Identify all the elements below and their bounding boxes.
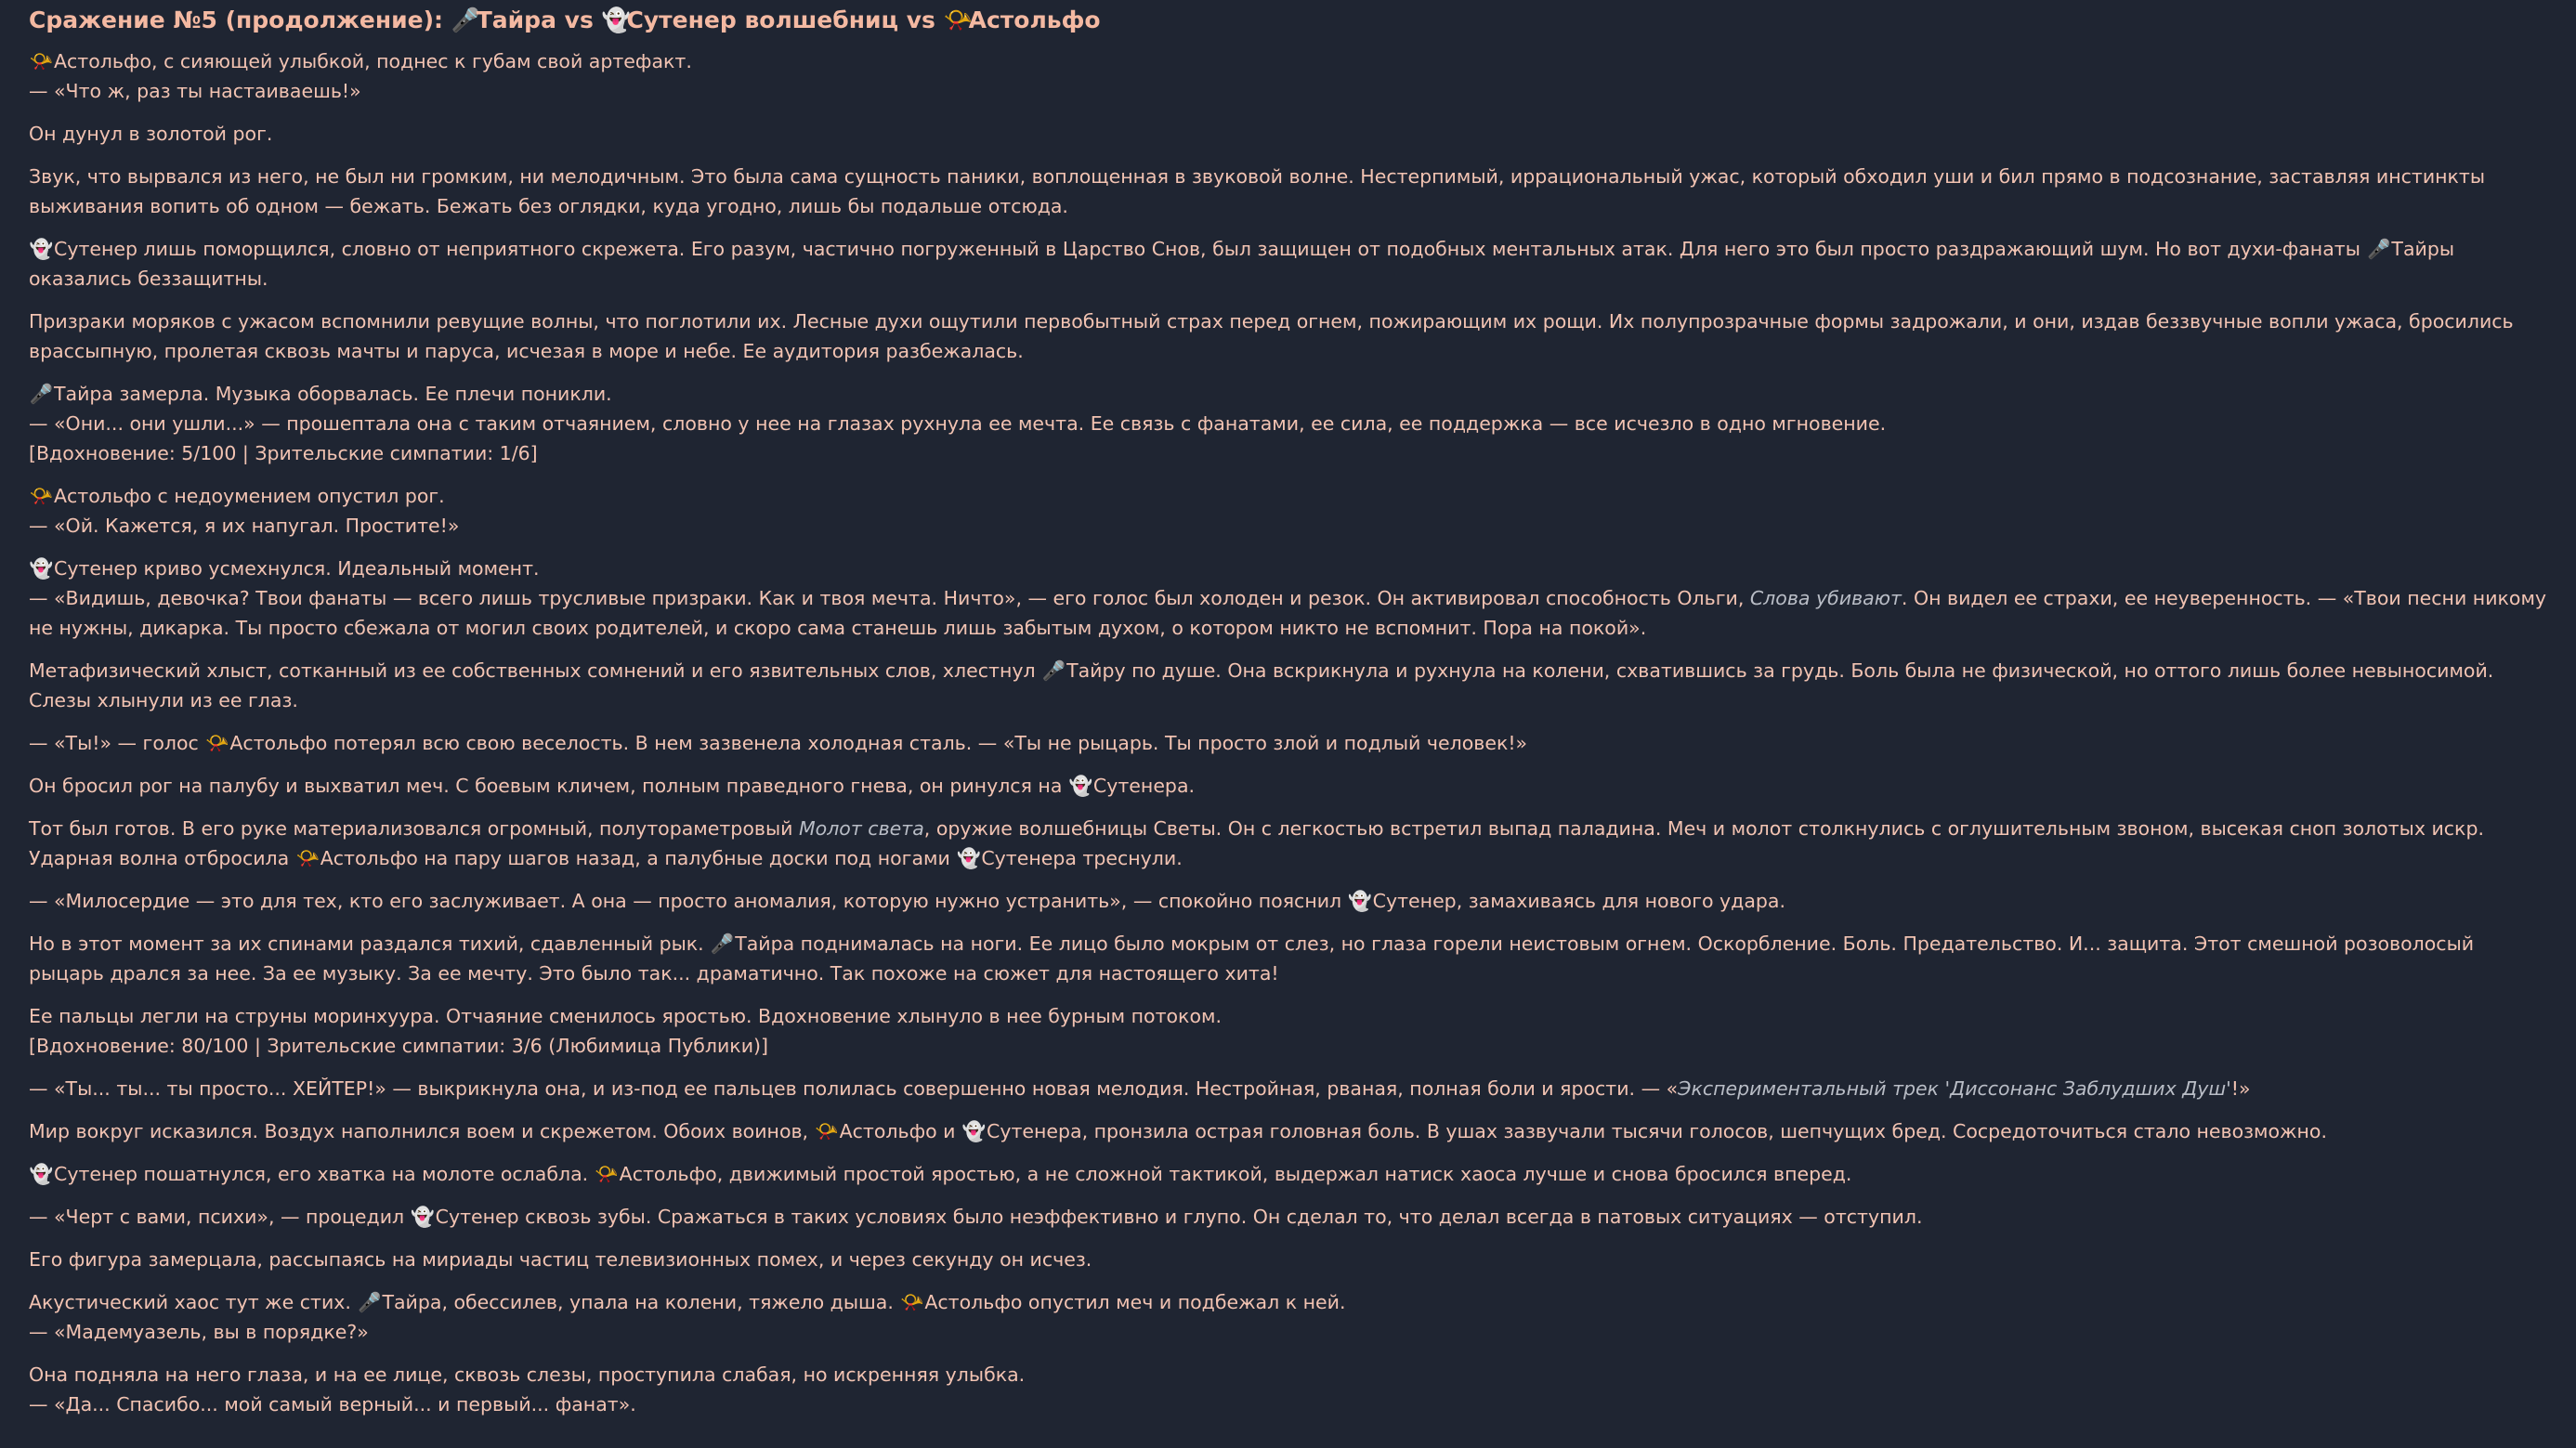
text-segment: [Вдохновение: 80/100 | Зрительские симпатии: 3/6 (Любимица Публики)] bbox=[29, 1035, 769, 1057]
paragraph-line bbox=[29, 728, 2548, 758]
paragraph-line bbox=[29, 1074, 2548, 1103]
paragraph-line bbox=[29, 511, 2548, 541]
ghost-icon: 👻 bbox=[1348, 890, 1372, 912]
ghost-icon: 👻 bbox=[411, 1206, 435, 1228]
story-paragraph bbox=[29, 162, 2548, 221]
text-segment: — «Мадемуазель, вы в порядке?» bbox=[29, 1321, 369, 1343]
text-segment: Астольфо опустил меч и подбежал к ней. bbox=[924, 1291, 1346, 1313]
text-segment: Он бросил рог на палубу и выхватил меч. С боевым кличем, полным праведного гнева, он ринулся на bbox=[29, 775, 1068, 797]
paragraph-line bbox=[29, 1031, 2548, 1061]
text-segment: Сутенер пошатнулся, его хватка на молоте ослабла. bbox=[54, 1163, 595, 1185]
paragraph-line bbox=[29, 438, 2548, 468]
horn-icon: 📯 bbox=[595, 1163, 619, 1185]
horn-icon: 📯 bbox=[29, 485, 54, 507]
battle-title bbox=[29, 4, 2548, 37]
text-segment: — «Видишь, девочка? Твои фанаты — всего лишь трусливые призраки. Как и твоя мечта. Ничто», — его голос был холоден и резок. Он активировал способность Ольги, bbox=[29, 587, 1750, 609]
story-paragraph bbox=[29, 656, 2548, 715]
ability-name: Экспериментальный трек 'Диссонанс Заблудших Душ' bbox=[1678, 1077, 2231, 1100]
ghost-icon: 👻 bbox=[1068, 775, 1093, 797]
story-paragraph bbox=[29, 1287, 2548, 1347]
paragraph-line bbox=[29, 307, 2548, 366]
story-body bbox=[29, 46, 2548, 1419]
paragraph-line bbox=[29, 771, 2548, 801]
paragraph-line bbox=[29, 481, 2548, 511]
story-paragraph bbox=[29, 1245, 2548, 1274]
paragraph-line bbox=[29, 1001, 2548, 1031]
paragraph-line bbox=[29, 234, 2548, 294]
ability-name: Молот света bbox=[798, 817, 924, 840]
microphone-icon: 🎤 bbox=[2367, 238, 2391, 260]
paragraph-line bbox=[29, 583, 2548, 643]
paragraph-line bbox=[29, 814, 2548, 873]
story-paragraph bbox=[29, 46, 2548, 106]
text-segment: — «Черт с вами, психи», — процедил bbox=[29, 1206, 411, 1228]
paragraph-line bbox=[29, 46, 2548, 76]
ghost-icon: 👻 bbox=[601, 7, 631, 33]
text-segment: . Он видел ее страхи, ее неуверенность. — «Твои песни никому не нужны, дикарка. Ты просто сбежала от могил своих родителей, и скоро сама станешь лишь забытым духом, о котором никто не вспомнит. Пора на покой». bbox=[29, 587, 2547, 639]
text-segment: — «Ты!» — голос bbox=[29, 732, 205, 754]
text-segment: — «Ты... ты... ты просто... ХЕЙТЕР!» — выкрикнула она, и из-под ее пальцев полилась совершенно новая мелодия. Нестройная, рваная, полная боли и ярости. — « bbox=[29, 1077, 1679, 1100]
story-paragraph bbox=[29, 379, 2548, 468]
ghost-icon: 👻 bbox=[29, 557, 54, 580]
text-segment: Тайра vs bbox=[476, 7, 602, 33]
story-paragraph bbox=[29, 929, 2548, 988]
text-segment: [Вдохновение: 5/100 | Зрительские симпатии: 1/6] bbox=[29, 442, 538, 464]
text-segment: Он дунул в золотой рог. bbox=[29, 123, 273, 145]
text-segment: Астольфо bbox=[968, 7, 1101, 33]
story-paragraph bbox=[29, 771, 2548, 801]
microphone-icon: 🎤 bbox=[451, 7, 480, 33]
paragraph-line bbox=[29, 1202, 2548, 1232]
horn-icon: 📯 bbox=[943, 7, 973, 33]
story-paragraph bbox=[29, 1360, 2548, 1419]
paragraph-line bbox=[29, 656, 2548, 715]
text-segment: Астольфо на пару шагов назад, а палубные доски под ногами bbox=[320, 847, 957, 869]
text-segment: Сутенер криво усмехнулся. Идеальный момент. bbox=[54, 557, 540, 580]
text-segment: Тайра поднималась на ноги. Ее лицо было мокрым от слез, но глаза горели неистовым огнем. Оскорбление. Боль. Предательство. И... защита. Этот смешной розоволосый рыцарь дрался за нее. За ее музыку. За ее мечту. Это было так... драматично. Так похоже на сюжет для настоящего хита! bbox=[29, 933, 2475, 985]
text-segment: Тайру по душе. Она вскрикнула и рухнула на колени, схватившись за грудь. Боль была не физической, но оттого лишь более невыносимой. Слезы хлынули из ее глаз. bbox=[29, 659, 2494, 711]
paragraph-line bbox=[29, 119, 2548, 149]
microphone-icon: 🎤 bbox=[710, 933, 735, 955]
horn-icon: 📯 bbox=[815, 1120, 839, 1142]
ability-name: Слова убивают bbox=[1749, 587, 1902, 609]
text-segment: Призраки моряков с ужасом вспомнили ревущие волны, что поглотили их. Лесные духи ощутили первобытный страх перед огнем, пожирающим их рощи. Их полупрозрачные формы задрожали, и они, издав беззвучные вопли ужаса, бросились врассыпную, пролетая сквозь мачты и паруса, исчезая в море и небе. Ее аудитория разбежалась. bbox=[29, 310, 2514, 362]
text-segment: Его фигура замерцала, рассыпаясь на мириады частиц телевизионных помех, и через секунду он исчез. bbox=[29, 1248, 1092, 1271]
horn-icon: 📯 bbox=[295, 847, 320, 869]
text-segment: Сутенер лишь поморщился, словно от неприятного скрежета. Его разум, частично погруженный в Царство Снов, был защищен от подобных ментальных атак. Для него это был просто раздражающий шум. Но вот духи-фанаты bbox=[54, 238, 2367, 260]
text-segment: Сутенера. bbox=[1092, 775, 1196, 797]
paragraph-line bbox=[29, 1360, 2548, 1389]
horn-icon: 📯 bbox=[29, 50, 54, 72]
text-segment: — «Милосердие — это для тех, кто его заслуживает. А она — просто аномалия, которую нужно устранить», — спокойно пояснил bbox=[29, 890, 1348, 912]
text-segment: Астольфо потерял всю свою веселость. В нем зазвенела холодная сталь. — «Ты не рыцарь. Ты просто злой и подлый человек!» bbox=[229, 732, 1528, 754]
text-segment: Астольфо с недоумением опустил рог. bbox=[54, 485, 445, 507]
horn-icon: 📯 bbox=[205, 732, 229, 754]
story-paragraph bbox=[29, 554, 2548, 643]
text-segment: Сутенер волшебниц vs bbox=[626, 7, 944, 33]
paragraph-line bbox=[29, 379, 2548, 409]
text-segment: Астольфо и bbox=[839, 1120, 961, 1142]
text-segment: Тайра замерла. Музыка оборвалась. Ее плечи поникли. bbox=[54, 383, 612, 405]
ghost-icon: 👻 bbox=[29, 1163, 54, 1185]
paragraph-line bbox=[29, 929, 2548, 988]
paragraph-line bbox=[29, 554, 2548, 583]
ghost-icon: 👻 bbox=[961, 1120, 987, 1142]
story-paragraph bbox=[29, 1001, 2548, 1061]
text-segment: Тот был готов. В его руке материализовался огромный, полутораметровый bbox=[29, 817, 799, 840]
text-segment: Акустический хаос тут же стих. bbox=[29, 1291, 358, 1313]
text-segment: Сутенер, замахиваясь для нового удара. bbox=[1372, 890, 1786, 912]
text-segment: Сутенера, пронзила острая головная боль. В ушах зазвучали тысячи голосов, шепчущих бред. Сосредоточиться стало невозможно. bbox=[987, 1120, 2327, 1142]
text-segment: !» bbox=[2230, 1077, 2251, 1100]
paragraph-line bbox=[29, 1287, 2548, 1317]
paragraph-line bbox=[29, 1159, 2548, 1189]
text-segment: Астольфо, движимый простой яростью, а не сложной тактикой, выдержал натиск хаоса лучше и снова бросился вперед. bbox=[619, 1163, 1852, 1185]
microphone-icon: 🎤 bbox=[358, 1291, 382, 1313]
horn-icon: 📯 bbox=[900, 1291, 924, 1313]
microphone-icon: 🎤 bbox=[1041, 659, 1066, 682]
microphone-icon: 🎤 bbox=[29, 383, 54, 405]
story-paragraph bbox=[29, 886, 2548, 916]
story-paragraph bbox=[29, 1074, 2548, 1103]
story-paragraph bbox=[29, 481, 2548, 541]
paragraph-line bbox=[29, 1317, 2548, 1347]
story-paragraph bbox=[29, 728, 2548, 758]
text-segment: — «Они... они ушли...» — прошептала она с таким отчаянием, словно у нее на глазах рухнула ее мечта. Ее связь с фанатами, ее сила, ее поддержка — все исчезло в одно мгновение. bbox=[29, 412, 1887, 435]
text-segment: Ее пальцы легли на струны моринхуура. Отчаяние сменилось яростью. Вдохновение хлынуло в нее бурным потоком. bbox=[29, 1005, 1222, 1027]
paragraph-line bbox=[29, 1389, 2548, 1419]
text-segment: Астольфо, с сияющей улыбкой, поднес к губам свой артефакт. bbox=[54, 50, 692, 72]
text-segment: Сутенера треснули. bbox=[981, 847, 1183, 869]
text-segment: — «Ой. Кажется, я их напугал. Простите!» bbox=[29, 515, 460, 537]
story-paragraph bbox=[29, 1202, 2548, 1232]
paragraph-line bbox=[29, 162, 2548, 221]
story-paragraph bbox=[29, 1116, 2548, 1146]
text-segment: Тайры оказались беззащитны. bbox=[29, 238, 2455, 290]
text-segment: Сражение №5 (продолжение): bbox=[29, 7, 451, 33]
text-segment: Метафизический хлыст, сотканный из ее собственных сомнений и его язвительных слов, хлестнул bbox=[29, 659, 1042, 682]
ghost-icon: 👻 bbox=[29, 238, 54, 260]
story-paragraph bbox=[29, 814, 2548, 873]
text-segment: Тайра, обессилев, упала на колени, тяжело дыша. bbox=[382, 1291, 900, 1313]
text-segment: Звук, что вырвался из него, не был ни громким, ни мелодичным. Это была сама сущность паники, воплощенная в звуковой волне. Нестерпимый, иррациональный ужас, который обходил уши и бил прямо в подсознание, заставляя инстинкты выживания вопить об одном — бежать. Бежать без оглядки, куда угодно, лишь бы подальше отсюда. bbox=[29, 165, 2486, 217]
text-segment: Она подняла на него глаза, и на ее лице, сквозь слезы, проступила слабая, но искренняя улыбка. bbox=[29, 1363, 1026, 1386]
paragraph-line bbox=[29, 886, 2548, 916]
text-segment: — «Да... Спасибо... мой самый верный... и первый... фанат». bbox=[29, 1393, 636, 1415]
text-segment: — «Что ж, раз ты настаиваешь!» bbox=[29, 80, 361, 102]
ghost-icon: 👻 bbox=[957, 847, 981, 869]
story-paragraph bbox=[29, 1159, 2548, 1189]
story-paragraph bbox=[29, 307, 2548, 366]
paragraph-line bbox=[29, 1116, 2548, 1146]
text-segment: Мир вокруг исказился. Воздух наполнился воем и скрежетом. Обоих воинов, bbox=[29, 1120, 815, 1142]
story-paragraph bbox=[29, 119, 2548, 149]
text-segment: Сутенер сквозь зубы. Сражаться в таких условиях было неэффективно и глупо. Он сделал то, что делал всегда в патовых ситуациях — отступил. bbox=[435, 1206, 1923, 1228]
paragraph-line bbox=[29, 76, 2548, 106]
paragraph-line bbox=[29, 1245, 2548, 1274]
text-segment: , оружие волшебницы Светы. Он с легкостью встретил выпад паладина. Меч и молот столкнулись с оглушительным звоном, высекая сноп золотых искр. Ударная волна отбросила bbox=[29, 817, 2484, 869]
paragraph-line bbox=[29, 409, 2548, 438]
story-paragraph bbox=[29, 234, 2548, 294]
text-segment: Но в этот момент за их спинами раздался тихий, сдавленный рык. bbox=[29, 933, 711, 955]
